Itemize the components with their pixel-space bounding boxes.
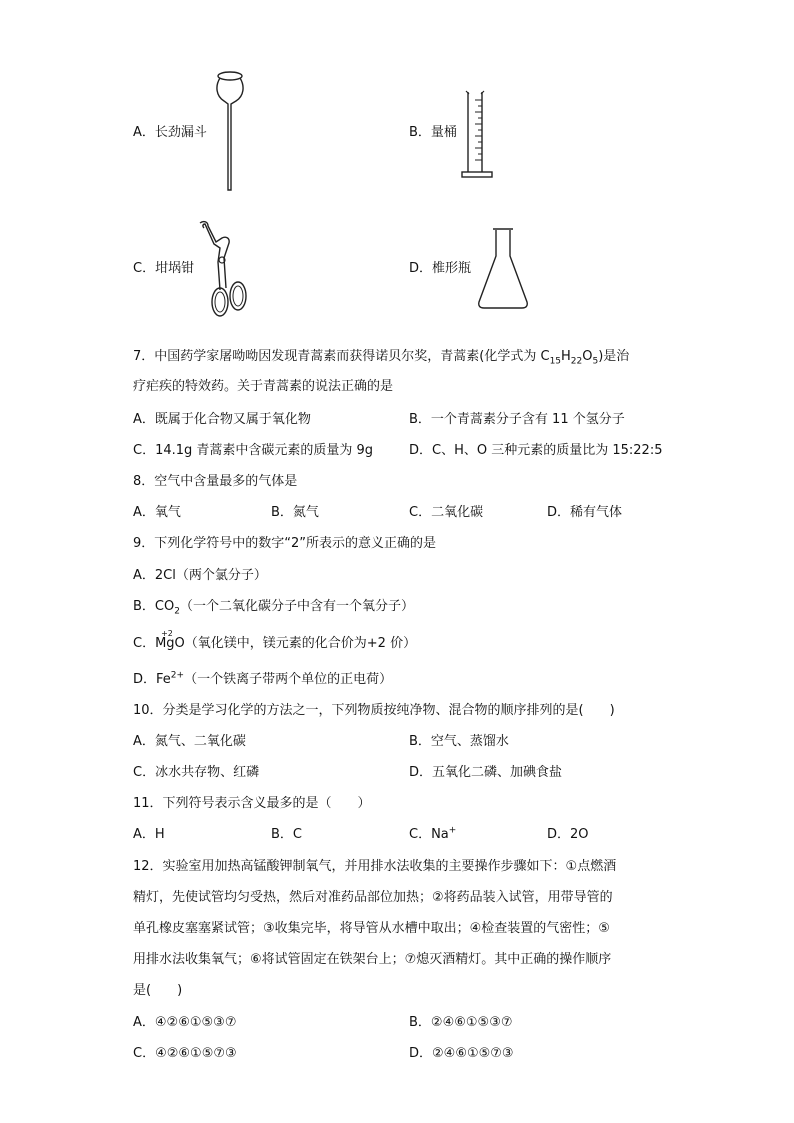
q6-option-b: B．量桶 — [409, 125, 457, 140]
q9-option-c: C． +2 MgO（氧化镁中，镁元素的化合价为+2 价） — [133, 629, 417, 651]
q12-stem-line2: 精灯，先使试管均匀受热，然后对准药品部位加热；②将药品装入试管，用带导管的 — [133, 890, 613, 905]
graduated-cylinder-image — [460, 88, 496, 180]
q12-option-d: D．②④⑥①⑤⑦③ — [409, 1046, 514, 1061]
q11-option-c: C．Na+ — [409, 825, 457, 842]
q12-stem-line1: 12．实验室用加热高锰酸钾制氧气，并用排水法收集的主要操作步骤如下：①点燃酒 — [133, 859, 617, 874]
conical-flask-image — [474, 226, 532, 310]
q8-stem: 8．空气中含量最多的气体是 — [133, 474, 298, 489]
q11-option-a: A．H — [133, 827, 165, 842]
q12-stem-line3: 单孔橡皮塞塞紧试管；③收集完毕，将导管从水槽中取出；④检查装置的气密性；⑤ — [133, 921, 610, 936]
q7-option-d: D．C、H、O 三种元素的质量比为 15:22:5 — [409, 443, 663, 458]
q6-option-d: D．椎形瓶 — [409, 261, 472, 276]
q10-option-d: D．五氧化二磷、加碘食盐 — [409, 765, 563, 780]
q10-option-a: A．氮气、二氧化碳 — [133, 734, 246, 749]
q12-option-c: C．④②⑥①⑤⑦③ — [133, 1046, 237, 1061]
q7-option-c: C．14.1g 青蒿素中含碳元素的质量为 9g — [133, 443, 374, 458]
long-neck-funnel-image — [212, 68, 248, 194]
valence-formula: +2 MgO — [155, 629, 185, 651]
q12-option-a: A．④②⑥①⑤③⑦ — [133, 1015, 237, 1030]
q12-option-b: B．②④⑥①⑤③⑦ — [409, 1015, 513, 1030]
q8-option-d: D．稀有气体 — [547, 505, 623, 520]
q12-stem-line4: 用排水法收集氧气；⑥将试管固定在铁架台上；⑦熄灭酒精灯。其中正确的操作顺序 — [133, 952, 612, 967]
q11-stem: 11．下列符号表示含义最多的是（ ） — [133, 796, 371, 811]
q9-option-d: D．$Fe^{2+}$（一个铁离子带两个单位的正电荷） — [133, 670, 393, 687]
q7-stem: 7．中国药学家屠呦呦因发现青蒿素而获得诺贝尔奖，青蒿素(化学式为 $C_{15}H_{22}O_5$)是治 — [133, 349, 630, 367]
q7-option-b: B．一个青蒿素分子含有 11 个氢分子 — [409, 412, 625, 427]
q11-option-b: B．C — [271, 827, 302, 842]
q9-option-b: B．$CO_2$（一个二氧化碳分子中含有一个氧分子） — [133, 599, 414, 617]
q9-option-a: A．2Cl（两个氯分子） — [133, 568, 267, 583]
q7-stem-line2: 疗疟疾的特效药。关于青蒿素的说法正确的是 — [133, 379, 394, 394]
q12-stem-line5: 是( ) — [133, 983, 183, 998]
q6-option-a: A．长劲漏斗 — [133, 125, 207, 140]
crucible-tongs-image — [196, 218, 260, 322]
q8-option-b: B．氮气 — [271, 505, 319, 520]
q8-option-a: A．氧气 — [133, 505, 181, 520]
q10-option-c: C．冰水共存物、红磷 — [133, 765, 260, 780]
q9-stem: 9．下列化学符号中的数字“2”所表示的意义正确的是 — [133, 536, 437, 551]
q11-option-d: D．2O — [547, 827, 589, 842]
q8-option-c: C．二氧化碳 — [409, 505, 484, 520]
q7-option-a: A．既属于化合物又属于氧化物 — [133, 412, 311, 427]
q10-stem: 10．分类是学习化学的方法之一，下列物质按纯净物、混合物的顺序排列的是( ) — [133, 703, 615, 718]
q10-option-b: B．空气、蒸馏水 — [409, 734, 509, 749]
q6-option-c: C．坩埚钳 — [133, 261, 195, 276]
